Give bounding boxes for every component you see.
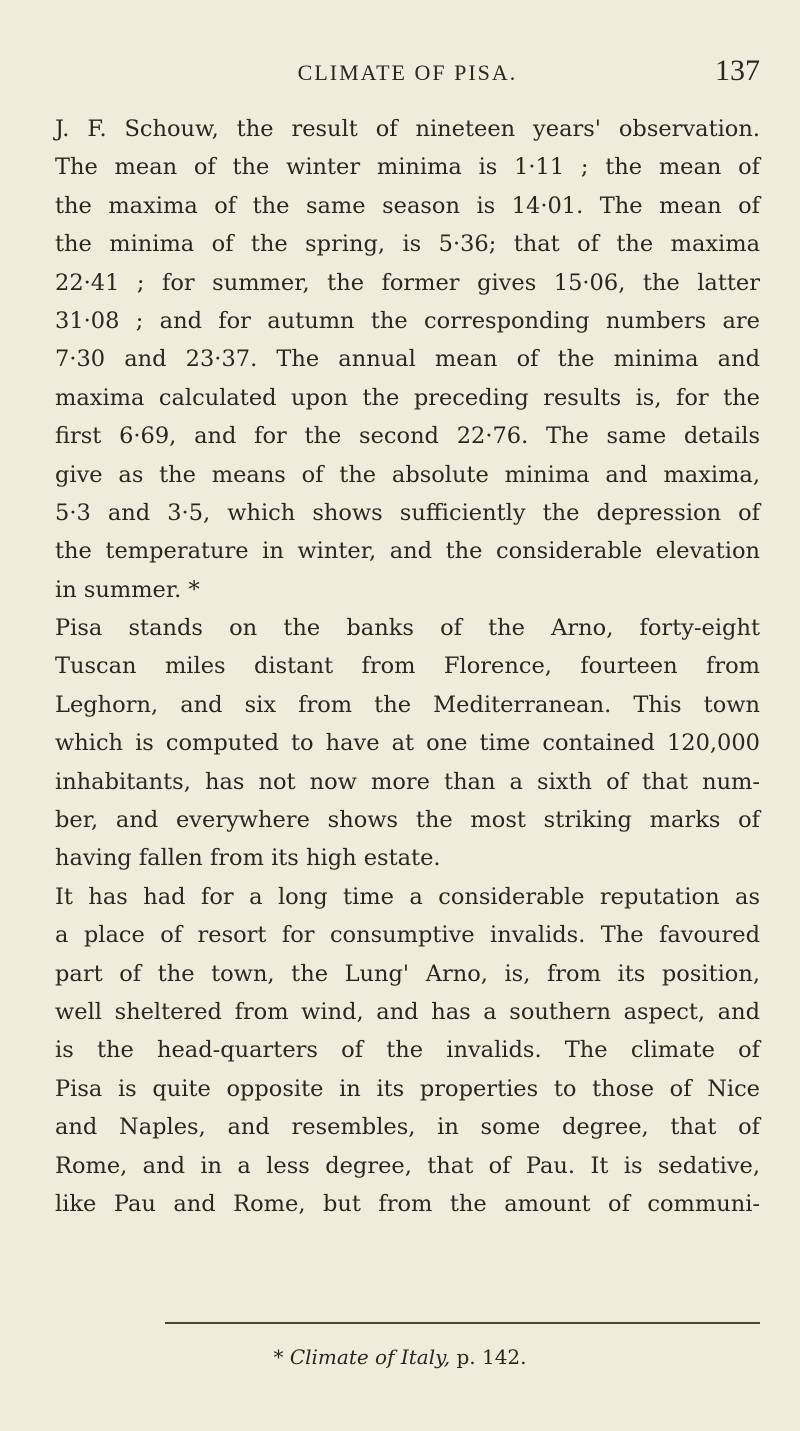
body-text [55, 110, 760, 1223]
page-number: 137 [715, 54, 760, 87]
text-line: Pisa stands on the banks of the Arno, forty-eight [55, 615, 760, 642]
text-line: 7·30 and 23·37. The annual mean of the minima and [55, 346, 760, 373]
text-line: Pisa is quite opposite in its properties to those of Nice [55, 1075, 760, 1102]
text-line: Leghorn, and six from the Mediterranean. This town [55, 691, 760, 718]
text-line: having fallen from its high estate. [55, 845, 441, 872]
text-line: like Pau and Rome, but from the amount of communi- [55, 1190, 760, 1217]
text-line: a place of resort for consumptive invalids. The favoured [55, 922, 760, 949]
text-line: maxima calculated upon the preceding results is, for the [55, 384, 760, 411]
text-line: ber, and everywhere shows the most striking marks of [55, 807, 760, 834]
text-line: It has had for a long time a considerable reputation as [55, 883, 760, 910]
text-line: 22·41 ; for summer, the former gives 15·06, the latter [55, 269, 760, 296]
text-line: the temperature in winter, and the considerable elevation [55, 538, 760, 565]
text-line: give as the means of the absolute minima and maxima, [55, 461, 760, 488]
footnote-marker: * [273, 1345, 284, 1369]
footnote-page-ref: p. 142. [456, 1345, 527, 1369]
text-line: J. F. Schouw, the result of nineteen years' observation. [55, 116, 760, 142]
text-line: Rome, and in a less degree, that of Pau. It is sedative, [55, 1152, 760, 1179]
text-line: and Naples, and resembles, in some degree, that of [55, 1114, 760, 1141]
text-line: is the head-quarters of the invalids. The climate of [55, 1037, 760, 1064]
text-line: 5·3 and 3·5, which shows sufficiently the depression of [55, 499, 760, 526]
footnote [0, 1345, 800, 1369]
running-title: CLIMATE OF PISA. [297, 60, 518, 85]
text-line: first 6·69, and for the second 22·76. The same details [55, 423, 760, 450]
text-line: the maxima of the same season is 14·01. The mean of [55, 192, 760, 219]
text-line: inhabitants, has not now more than a sixth of that num- [55, 768, 760, 795]
text-line: in summer. * [55, 576, 200, 603]
text-line: which is computed to have at one time contained 120,000 [55, 730, 760, 757]
text-line: well sheltered from wind, and has a southern aspect, and [55, 998, 760, 1025]
text-line: part of the town, the Lung' Arno, is, from its position, [55, 960, 760, 987]
footnote-title: Climate of Italy, [289, 1345, 451, 1369]
text-line: 31·08 ; and for autumn the corresponding numbers are [55, 307, 760, 334]
text-line: Tuscan miles distant from Florence, fourteen from [55, 653, 760, 680]
text-line: the minima of the spring, is 5·36; that of the maxima [55, 231, 760, 258]
text-line: The mean of the winter minima is 1·11 ; the mean of [55, 154, 760, 181]
page-header [55, 54, 760, 100]
footnote-divider [165, 1322, 760, 1324]
